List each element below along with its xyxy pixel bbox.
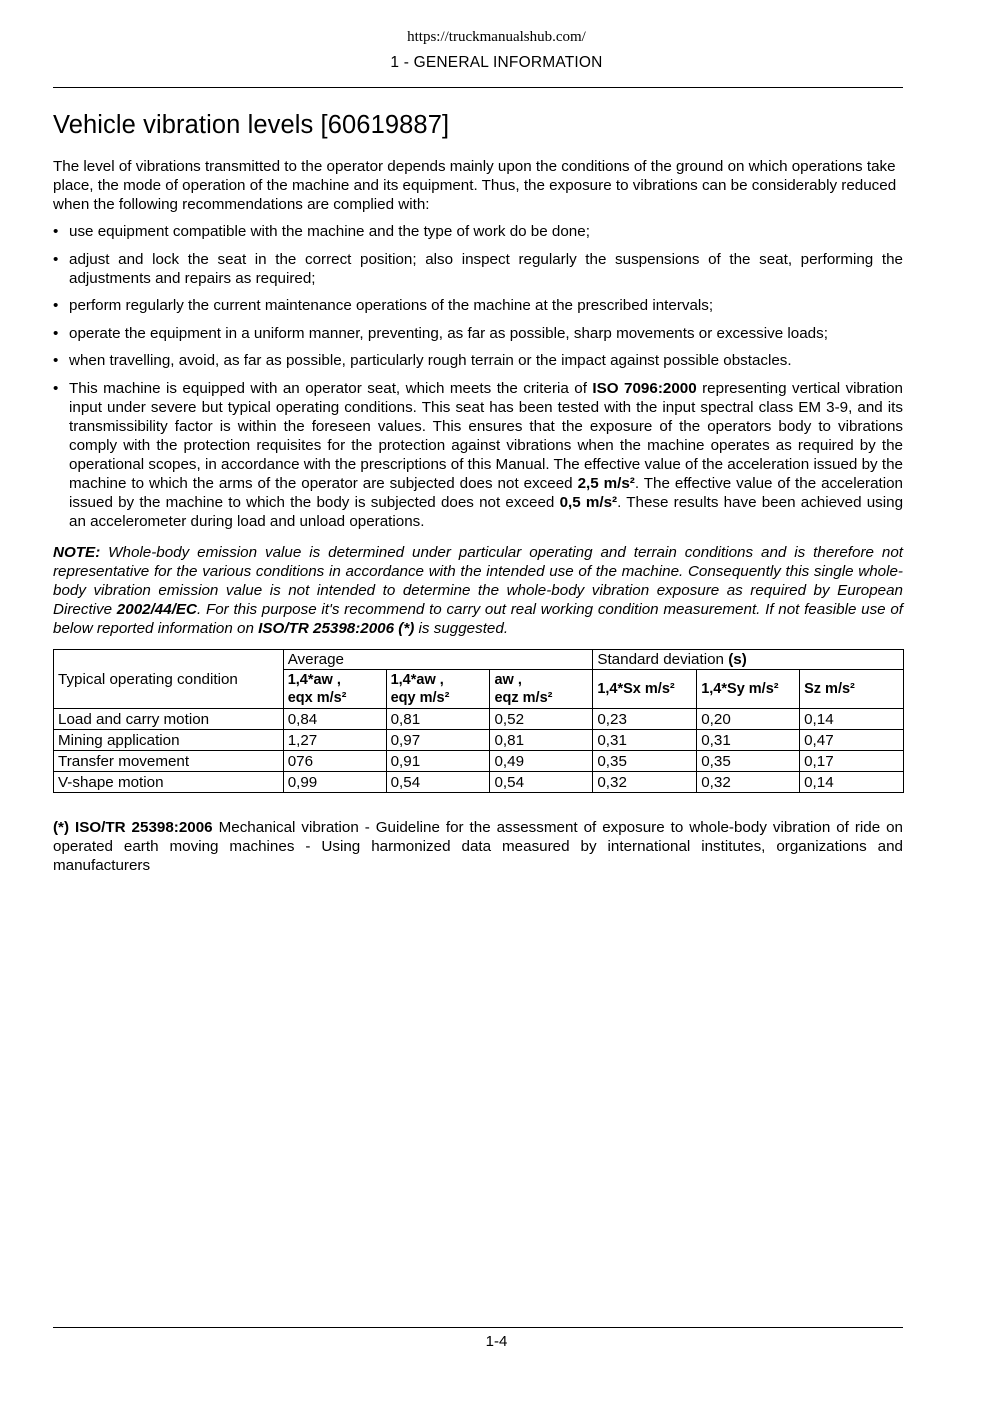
column-header: 1,4*aw , eqy m/s² — [386, 670, 490, 709]
bullet-icon: • — [53, 352, 59, 369]
arms-acceleration-limit: 2,5 m/s² — [577, 474, 635, 492]
bullet-icon: • — [53, 379, 59, 397]
column-header: Sz m/s² — [800, 670, 904, 709]
column-header: 1,4*Sx m/s² — [593, 670, 697, 709]
iso-tr-ref: ISO/TR 25398:2006 (*) — [258, 620, 415, 637]
footnote-ref: (*) ISO/TR 25398:2006 — [53, 819, 213, 836]
list-item: • use equipment compatible with the machine and the type of work do be done; — [53, 223, 590, 240]
source-url: https://truckmanualshub.com/ — [407, 29, 586, 45]
iso-7096-ref: ISO 7096:2000 — [592, 379, 697, 397]
list-item: • operate the equipment in a uniform manner, preventing, as far as possible, sharp movements or excessive loads; — [53, 324, 828, 342]
column-header: 1,4*aw , eqx m/s² — [283, 670, 386, 709]
column-header: 1,4*Sy m/s² — [697, 670, 800, 709]
table-row: Transfer movement 076 0,91 0,49 0,35 0,35 0,17 — [54, 751, 904, 772]
list-item-seat: • This machine is equipped with an operator seat, which meets the criteria of ISO 7096:2000 representing vertical vibration input under severe but typical operating conditions. This seat has been tested with the input spectral class EM 3-9, and its transmissibility factor is within the foreseen values. This ensures that the exposure of the operators body to vibrations comply with the protection requisites for the protection against vibrations when the machine operates as required by the operational scopes, in accordance with the prescriptions of this Manual. The effective value of the acceleration issued by the machine to which the arms of the operator are subjected does not exceed 2,5 m/s². The effective value of the acceleration issued by the machine to which the body is subjected does not exceed 0,5 m/s². These results have been achieved using an accelerometer during load and unload operations. — [53, 379, 904, 530]
bullet-icon: • — [53, 223, 59, 240]
table-row: Load and carry motion 0,84 0,81 0,52 0,23 0,20 0,14 — [54, 709, 904, 730]
list-item: • perform regularly the current maintenance operations of the machine at the prescribed intervals; — [53, 297, 714, 314]
section-header: 1 - GENERAL INFORMATION — [390, 54, 603, 71]
table-row: Mining application 1,27 0,97 0,81 0,31 0,31 0,47 — [54, 730, 904, 751]
average-header: Average — [283, 650, 593, 670]
list-item: • when travelling, avoid, as far as possible, particularly rough terrain or the impact against possible obstacles. — [53, 352, 792, 369]
intro-paragraph: The level of vibrations transmitted to the operator depends mainly upon the conditions of the ground on which operations take place, the mode of operation of the machine and its equipment. Thus, the exposure to vibrations can be considerably reduced when the following recommendations are complied with: — [53, 158, 897, 213]
bullet-icon: • — [53, 324, 59, 342]
body-acceleration-limit: 0,5 m/s² — [559, 493, 618, 511]
column-header: aw , eqz m/s² — [490, 670, 593, 709]
directive-ref: 2002/44/EC — [116, 601, 198, 618]
table-row: V-shape motion 0,99 0,54 0,54 0,32 0,32 0,14 — [54, 772, 904, 793]
header-divider — [53, 87, 903, 88]
bullet-icon: • — [53, 250, 59, 268]
vibration-table — [53, 649, 904, 793]
stddev-header: Standard deviation (s) — [593, 650, 904, 670]
recommendations-list — [53, 222, 903, 539]
note-paragraph: NOTE: Whole-body emission value is determined under particular operating and terrain conditions and is therefore not representative for the various conditions in accordance with the intended use of the machine. Consequently this single whole-body vibration emission value is not intended to determine the whole-body vibration exposure as required by European Directive 2002/44/EC. For this purpose it's recommend to carry out real working condition measurement. If not feasible use of below reported information on ISO/TR 25398:2006 (*) is suggested. — [53, 544, 903, 637]
list-item: • adjust and lock the seat in the correct position; also inspect regularly the suspensions of the seat, performing the adjustments and repairs as required; — [53, 250, 903, 287]
page-number: 1-4 — [485, 1333, 508, 1350]
page-title: Vehicle vibration levels [60619887] — [53, 111, 450, 139]
bullet-icon: • — [53, 297, 59, 314]
note-label: NOTE: — [53, 544, 101, 561]
footer-divider — [53, 1327, 903, 1328]
condition-header: Typical operating condition — [54, 650, 284, 709]
footnote: (*) ISO/TR 25398:2006 Mechanical vibration - Guideline for the assessment of exposure to whole-body vibration of ride on operated earth moving machines - Using harmonized data measured by international institutes, organizations and manufacturers — [53, 819, 904, 874]
